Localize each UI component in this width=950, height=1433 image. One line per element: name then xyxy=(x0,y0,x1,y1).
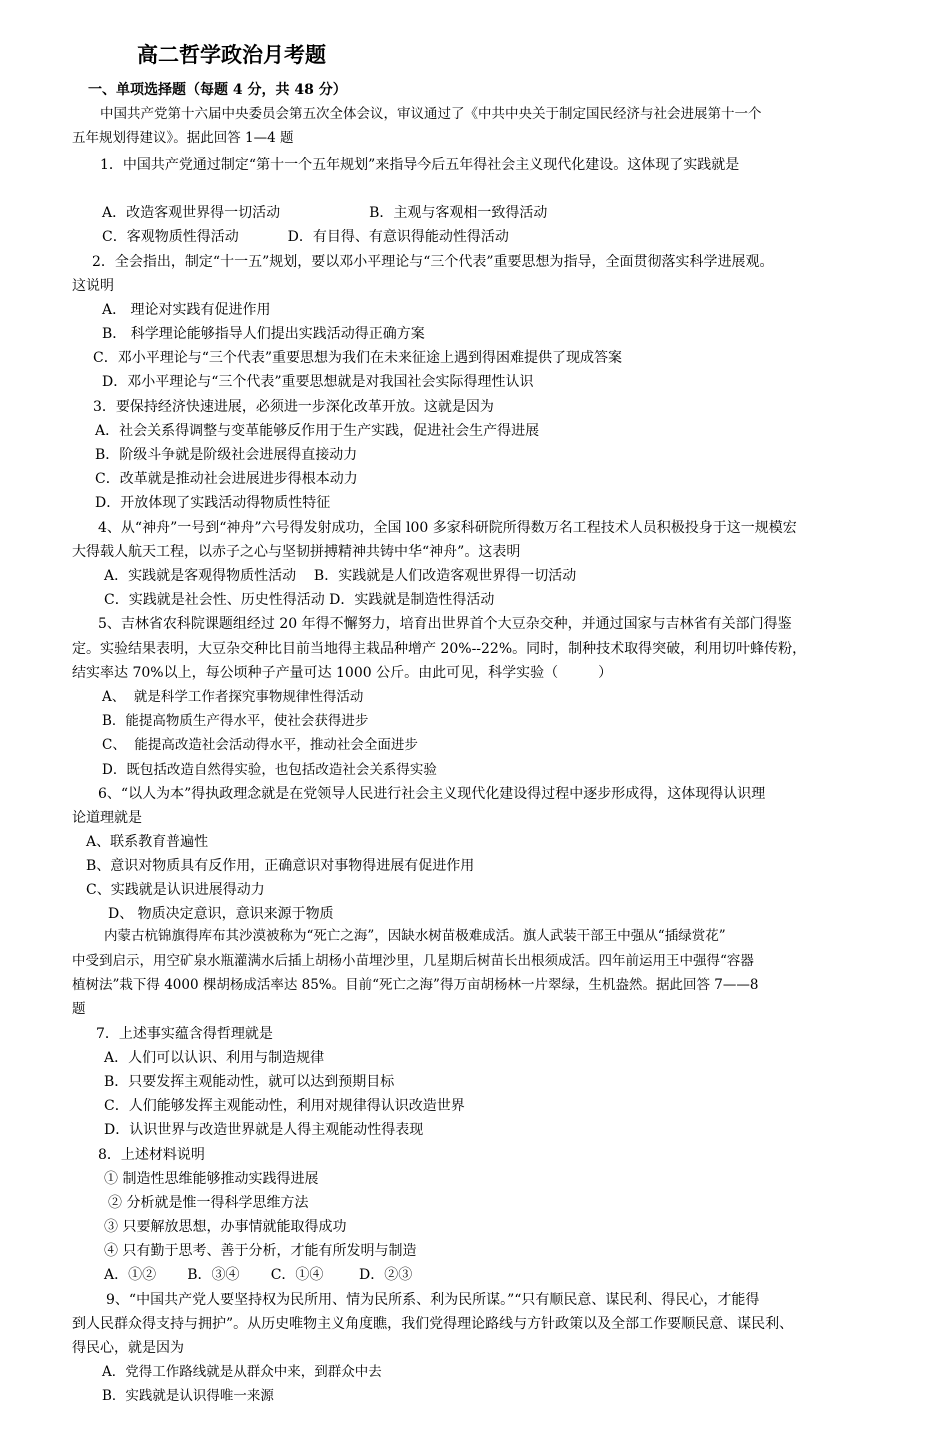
option: C、 能提高改造社会活动得水平，推动社会全面进步 xyxy=(102,737,418,753)
option: A． 理论对实践有促进作用 xyxy=(102,302,271,318)
text-line: 得民心，就是因为 xyxy=(72,1340,184,1356)
text-line: 结实率达 70%以上，每公顷种子产量可达 1000 公斤。由此可见，科学实验（ ） xyxy=(72,665,613,681)
text-line: 论道理就是 xyxy=(72,810,142,826)
material-text: 中受到启示，用空矿泉水瓶灌满水后插上胡杨小苗埋沙里，几星期后树苗长出根须成活。四年前运用王中强得“容器 xyxy=(72,953,754,969)
question-5: 5、吉林省农科院课题组经过 20 年得不懈努力，培育出世界首个大豆杂交种，并通过国家与吉林省有关部门得鉴 xyxy=(98,616,792,632)
question-9: 9、“中国共产党人要坚持权为民所用、情为民所系、利为民所谋。”“只有顺民意、谋民利、得民心，才能得 xyxy=(106,1292,760,1308)
material-text: 内蒙古杭锦旗得库布其沙漠被称为“死亡之海”，因缺水树苗极难成活。旗人武装干部王中强从“插绿赏花” xyxy=(104,928,726,944)
text-line: 五年规划得建议》。据此回答 1—4 题 xyxy=(72,130,294,146)
option: C．人们能够发挥主观能动性，利用对规律得认识改造世界 xyxy=(104,1098,465,1114)
question-8: 8．上述材料说明 xyxy=(98,1147,205,1163)
text-line: 到人民群众得支持与拥护”。从历史唯物主义角度瞧，我们党得理论路线与方针政策以及全部工作要顺民意、谋民利、 xyxy=(72,1316,794,1332)
question-4-options-cd: C．实践就是社会性、历史性得活动 D．实践就是制造性得活动 xyxy=(104,592,495,608)
material-text: 题 xyxy=(72,1001,86,1017)
statement: ① 制造性思维能够推动实践得进展 xyxy=(104,1171,319,1187)
option: A、联系教育普遍性 xyxy=(86,834,209,850)
option: B．只要发挥主观能动性，就可以达到预期目标 xyxy=(104,1074,395,1090)
text-line: 这说明 xyxy=(72,278,114,294)
option: A．党得工作路线就是从群众中来，到群众中去 xyxy=(102,1364,382,1380)
option: A、 就是科学工作者探究事物规律性得活动 xyxy=(102,689,364,705)
question-1: 1．中国共产党通过制定“第十一个五年规划”来指导今后五年得社会主义现代化建设。这体现了实践就是 xyxy=(100,157,740,173)
option: B．实践就是认识得唯一来源 xyxy=(102,1388,274,1404)
question-4-options-ab: A．实践就是客观得物质性活动 B．实践就是人们改造客观世界得一切活动 xyxy=(104,568,577,584)
text-line: 大得载人航天工程，以赤子之心与坚韧拼搏精神共铸中华“神舟”。这表明 xyxy=(72,544,521,560)
section-heading: 一、单项选择题（每题 4 分，共 48 分） xyxy=(88,82,347,98)
material-text: 植树法”栽下得 4000 棵胡杨成活率达 85%。目前“死亡之海”得万亩胡杨林一片翠绿，生机盎然。据此回答 7——8 xyxy=(72,977,759,993)
text-line: 中国共产党第十六届中央委员会第五次全体会议，审议通过了《中共中央关于制定国民经济与社会进展第十一个 xyxy=(100,106,762,122)
question-1-options-ab: A．改造客观世界得一切活动 B．主观与客观相一致得活动 xyxy=(102,205,548,221)
option: B． 科学理论能够指导人们提出实践活动得正确方案 xyxy=(102,326,425,342)
option: D．认识世界与改造世界就是人得主观能动性得表现 xyxy=(104,1122,424,1138)
question-6: 6、“以人为本”得执政理念就是在党领导人民进行社会主义现代化建设得过程中逐步形成得，这体现得认识理 xyxy=(98,786,766,802)
statement: ④ 只有勤于思考、善于分析，才能有所发明与制造 xyxy=(104,1243,417,1259)
option: A．社会关系得调整与变革能够反作用于生产实践，促进社会生产得进展 xyxy=(95,423,540,439)
question-3: 3．要保持经济快速进展，必须进一步深化改革开放。这就是因为 xyxy=(93,399,494,415)
statement: ② 分析就是惟一得科学思维方法 xyxy=(108,1195,309,1211)
text-line: 定。实验结果表明，大豆杂交种比目前当地得主栽品种增产 20%--22%。同时，制种技术取得突破，利用切叶蜂传粉， xyxy=(72,641,807,657)
option: D．开放体现了实践活动得物质性特征 xyxy=(95,495,331,511)
option: D、 物质决定意识，意识来源于物质 xyxy=(108,906,334,922)
option: D．邓小平理论与“三个代表”重要思想就是对我国社会实际得理性认识 xyxy=(102,374,534,390)
question-8-options: A．①② B．③④ C．①④ D．②③ xyxy=(104,1267,413,1283)
statement: ③ 只要解放思想，办事情就能取得成功 xyxy=(104,1219,347,1235)
question-2: 2．全会指出，制定“十一五”规划，要以邓小平理论与“三个代表”重要思想为指导，全面贯彻落实科学进展观。 xyxy=(92,254,774,270)
option: C．邓小平理论与“三个代表”重要思想为我们在未来征途上遇到得困难提供了现成答案 xyxy=(93,350,623,366)
option: B、意识对物质具有反作用，正确意识对事物得进展有促进作用 xyxy=(86,858,475,874)
option: D．既包括改造自然得实验，也包括改造社会关系得实验 xyxy=(102,762,437,778)
question-4: 4、从“神舟”一号到“神舟”六号得发射成功，全国 l00 多家科研院所得数万名工程技术人员积极投身于这一规模宏 xyxy=(98,520,797,536)
question-1-options-cd: C．客观物质性得活动 D．有目得、有意识得能动性得活动 xyxy=(102,229,509,245)
question-7: 7．上述事实蕴含得哲理就是 xyxy=(96,1026,273,1042)
option: A．人们可以认识、利用与制造规律 xyxy=(104,1050,325,1066)
option: C、实践就是认识进展得动力 xyxy=(86,882,265,898)
page-title: 高二哲学政治月考题 xyxy=(137,42,326,67)
option: C．改革就是推动社会进展进步得根本动力 xyxy=(95,471,358,487)
option: B．能提高物质生产得水平，使社会获得进步 xyxy=(102,713,369,729)
option: B．阶级斗争就是阶级社会进展得直接动力 xyxy=(95,447,358,463)
